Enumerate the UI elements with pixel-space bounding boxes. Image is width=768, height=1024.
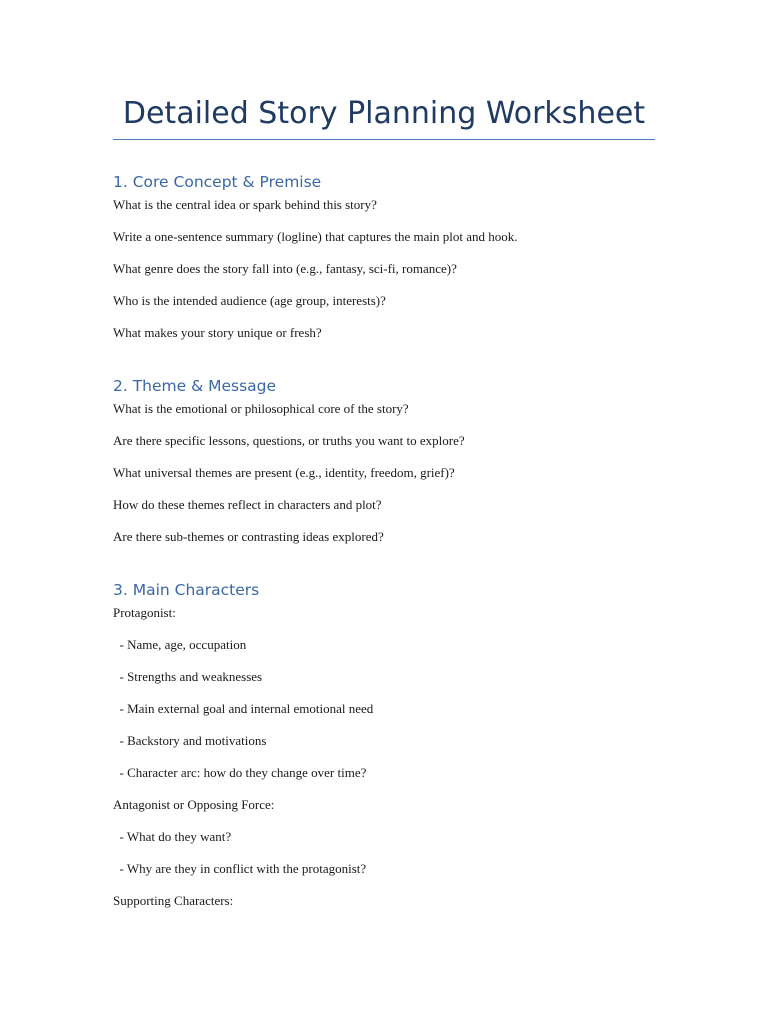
question-line: Who is the intended audience (age group, interests)? xyxy=(113,293,386,308)
section-main-characters xyxy=(113,580,673,922)
section-core-concept xyxy=(113,172,673,354)
question-line: What universal themes are present (e.g., identity, freedom, grief)? xyxy=(113,465,455,480)
question-list xyxy=(113,194,673,354)
question-line: Write a one-sentence summary (logline) that captures the main plot and hook. xyxy=(113,229,518,244)
document-title: Detailed Story Planning Worksheet xyxy=(122,96,646,131)
character-line: - Strengths and weaknesses xyxy=(113,669,263,684)
character-line: - Backstory and motivations xyxy=(113,733,267,748)
question-line: What genre does the story fall into (e.g., fantasy, sci-fi, romance)? xyxy=(113,261,457,276)
question-line: What is the central idea or spark behind this story? xyxy=(113,197,377,212)
character-line: - Character arc: how do they change over time? xyxy=(113,765,367,780)
character-line: Supporting Characters: xyxy=(113,893,234,908)
character-line: Protagonist: xyxy=(113,605,176,620)
question-list xyxy=(113,602,673,922)
question-line: What makes your story unique or fresh? xyxy=(113,325,322,340)
section-heading: 2. Theme & Message xyxy=(113,377,277,395)
question-line: Are there specific lessons, questions, or truths you want to explore? xyxy=(113,433,465,448)
section-heading: 1. Core Concept & Premise xyxy=(113,173,322,191)
character-line: - Main external goal and internal emotional need xyxy=(113,701,374,716)
character-line: - Why are they in conflict with the protagonist? xyxy=(113,861,367,876)
question-list xyxy=(113,398,673,558)
character-line: - What do they want? xyxy=(113,829,232,844)
section-heading: 3. Main Characters xyxy=(113,581,260,599)
question-line: Are there sub-themes or contrasting ideas explored? xyxy=(113,529,384,544)
section-theme-message xyxy=(113,376,673,558)
title-underline xyxy=(113,139,655,140)
question-line: What is the emotional or philosophical core of the story? xyxy=(113,401,409,416)
character-line: Antagonist or Opposing Force: xyxy=(113,797,275,812)
character-line: - Name, age, occupation xyxy=(113,637,247,652)
question-line: How do these themes reflect in characters and plot? xyxy=(113,497,382,512)
